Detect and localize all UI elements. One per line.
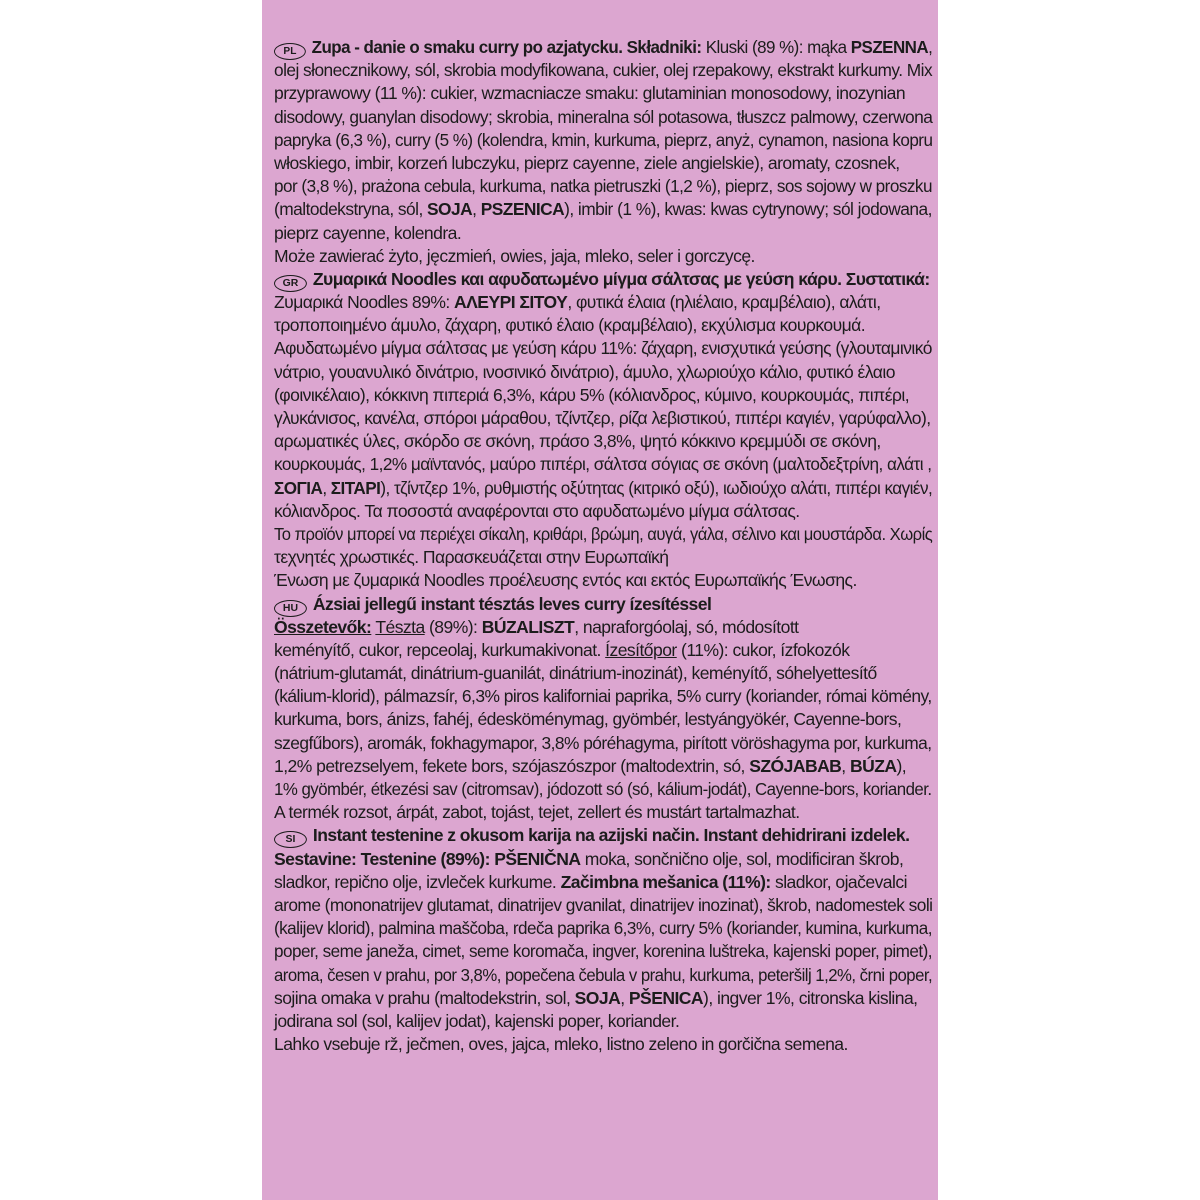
text-line xyxy=(274,384,932,407)
text-segment: Może zawierać żyto, jęczmień, owies, jaja, mleko, seler i gorczycę. xyxy=(274,245,755,266)
text-line xyxy=(274,337,932,360)
text-segment: , xyxy=(928,37,933,57)
text-segment: (φοινικέλαιο), κόκκινη πιπεριά 6,3%, κάρυ 5% (κόλιανδρος, κύμινο, κουρκουμάς, πιπέρι, xyxy=(274,384,910,405)
text-segment: ), ingver 1%, citronska kislina, xyxy=(703,987,918,1008)
text-segment: , xyxy=(472,199,481,220)
text-segment: por (3,8 %), prażona cebula, kurkuma, natka pietruszki (1,2 %), pieprz, sos sojowy w proszku xyxy=(274,176,932,197)
text-segment: , xyxy=(841,755,850,776)
text-segment: papryka (6,3 %), curry (5 %) (kolendra, kmin, kurkuma, pieprz, anyż, cynamon, nasiona kopru xyxy=(274,129,933,150)
text-line xyxy=(274,500,932,523)
text-line xyxy=(274,129,933,152)
text-segment: γλυκάνισος, κανέλα, σπόροι μάραθου, τζίντζερ, ρίζα λεβιστικού, πιπέρι καγιέν, γαρύφαλλο), xyxy=(274,408,931,428)
text-segment: przyprawowy (11 %): cukier, wzmacniacze smaku: glutaminian monosodowy, inozynian xyxy=(274,83,906,104)
text-segment: aroma, česen v prahu, por 3,8%, popečena čebula v prahu, kurkuma, peteršilj 1,2%, črni poper, xyxy=(274,964,933,985)
ingredients-label-panel xyxy=(262,0,938,1200)
text-segment: ), imbir (1 %), kwas: kwas cytrynowy; sól jodowana, xyxy=(564,199,932,220)
bold-text: SOJA xyxy=(574,987,621,1008)
text-line xyxy=(274,1010,932,1033)
text-segment: sladkor, repično olje, izvleček kurkume. xyxy=(274,871,561,892)
text-line xyxy=(274,685,932,708)
section-si xyxy=(274,824,934,1056)
section-pl xyxy=(274,36,934,268)
text-line xyxy=(274,477,933,500)
text-segment: (11%): cukor, ízfokozók xyxy=(676,639,850,660)
language-badge-si: SI xyxy=(274,831,307,848)
text-segment: (maltodekstryna, sól, xyxy=(274,199,428,220)
text-line xyxy=(274,407,932,430)
text-line xyxy=(274,106,933,129)
bold-text: Sestavine: Testenine (89%): PŠENIČNA xyxy=(274,848,581,869)
section-gr xyxy=(274,268,934,593)
text-segment: Tészta xyxy=(375,616,425,637)
bold-text: Ζυμαρικά Noodles και αφυδατωμένο μίγμα σάλτσας με γεύση κάρυ. Συστατικά: xyxy=(312,268,930,289)
bold-text: BÚZA xyxy=(849,755,897,776)
text-line xyxy=(274,314,932,337)
text-line xyxy=(274,778,932,801)
text-line xyxy=(274,917,932,940)
text-segment: disodowy, guanylan disodowy; skrobia, mineralna sól potasowa, tłuszcz palmowy, czerwona xyxy=(274,106,933,127)
text-segment: , napraforgóolaj, só, módosított xyxy=(574,616,799,637)
text-line xyxy=(274,361,932,384)
bold-text: SOJA xyxy=(427,199,473,220)
text-line xyxy=(274,639,932,662)
text-line xyxy=(274,894,933,917)
text-segment: keményítő, cukor, repceolaj, kurkumakivonat. xyxy=(274,639,606,660)
text-segment: , xyxy=(620,987,629,1008)
bold-text: ΣΟΓΙΑ xyxy=(274,477,323,498)
text-segment: κουρκουμάς, 1,2% μαϊντανός, μαύρο πιπέρι, σάλτσα σόγιας σε σκόνη (μαλτοδεξτρίνη, αλάτι , xyxy=(274,454,932,475)
bold-text: ΣΙΤΑΡΙ xyxy=(330,477,381,498)
text-line xyxy=(274,291,932,314)
text-line xyxy=(274,152,932,175)
text-segment: Ζυμαρικά Noodles 89%: xyxy=(274,292,455,313)
text-line xyxy=(274,198,932,221)
text-segment: kurkuma, bors, ánizs, fahéj, édesköménymag, gyömbér, lestyángyökér, Cayenne-bors, xyxy=(274,709,902,730)
text-segment: szegfűbors), aromák, fokhagymapor, 3,8% póréhagyma, pirított vöröshagyma por, kurkuma, xyxy=(274,732,932,753)
text-segment: νάτριο, γουανυλικό δινάτριο, ινοσινικό δινάτριο), άμυλο, χλωριούχο κάλιο, φυτικό έλαιο xyxy=(274,361,895,382)
text-segment: Το προϊόν μπορεί να περιέχει σίκαλη, κριθάρι, βρώμη, αυγά, γάλα, σέλινο και μουστάρδα. Χωρίς xyxy=(274,523,933,544)
text-segment: 1% gyömbér, étkezési sav (citromsav), jódozott só (só, kálium-jodát), Cayenne-bors, koriander. xyxy=(274,779,932,799)
bold-text: Začimbna mešanica (11%): xyxy=(560,871,771,892)
bold-text: Instant testenine z okusom karija na azijski način. Instant dehidrirani izdelek. xyxy=(312,825,910,846)
section-hu xyxy=(274,593,934,825)
text-line xyxy=(274,824,932,847)
text-segment: jodirana sol (sol, kalijev jodat), kajenski poper, koriander. xyxy=(274,1010,680,1031)
text-line xyxy=(274,59,933,82)
text-line xyxy=(274,964,933,987)
text-segment: A termék rozsot, árpát, zabot, tojást, tejet, zellert és mustárt tartalmazhat. xyxy=(274,802,800,823)
text-segment: αρωματικές ύλες, σκόρδο σε σκόνη, πράσο 3,8%, ψητό κόκκινο κρεμμύδι σε σκόνη, xyxy=(274,431,881,452)
text-line xyxy=(274,430,932,453)
text-segment: arome (mononatrijev glutamat, dinatrijev gvanilat, dinatrijev inozinat), škrob, nadomestek soli xyxy=(274,894,933,915)
language-badge-hu: HU xyxy=(274,600,307,617)
text-line xyxy=(274,453,932,476)
text-line xyxy=(274,616,932,639)
text-segment: τεχνητές χρωστικές. Παρασκευάζεται στην Ευρωπαϊκή xyxy=(274,547,669,568)
text-segment: sladkor, ojačevalci xyxy=(770,871,907,892)
ingredients-text-block xyxy=(274,36,934,1056)
text-line xyxy=(274,940,932,963)
bold-text: SZÓJABAB xyxy=(749,755,842,776)
text-segment: włoskiego, imbir, korzeń lubczyku, pieprz cayenne, ziele angielskie), aromaty, czosnek, xyxy=(274,152,900,173)
bold-text: BÚZALISZT xyxy=(481,616,575,637)
text-line xyxy=(274,1033,932,1056)
text-segment: Lahko vsebuje rž, ječmen, oves, jajca, mleko, listno zeleno in gorčična semena. xyxy=(274,1034,848,1055)
text-segment: (nátrium-glutamát, dinátrium-guanilát, dinátrium-inozinát), keményítő, sóhelyettesítő xyxy=(274,663,877,684)
text-segment: poper, seme janeža, cimet, seme koromača, ingver, korenina luštreka, kajenski poper, pimet), xyxy=(274,941,932,962)
text-segment: Ízesítőpor xyxy=(605,639,677,660)
text-segment: ), xyxy=(896,755,907,776)
language-badge-pl: PL xyxy=(274,43,306,60)
text-line xyxy=(274,593,932,616)
language-badge-gr: GR xyxy=(274,275,307,292)
bold-text: Ázsiai jellegű instant tésztás leves curry ízesítéssel xyxy=(312,593,712,614)
text-line xyxy=(274,871,932,894)
text-segment: 1,2% petrezselyem, fekete bors, szójaszószpor (maltodextrin, só, xyxy=(274,755,750,776)
text-line xyxy=(274,987,932,1010)
text-segment: sojina omaka v prahu (maltodekstrin, sol, xyxy=(274,987,575,1008)
text-segment: ), τζίντζερ 1%, ρυθμιστής οξύτητας (κιτρικό οξύ), ιωδιούχο αλάτι, πιπέρι καγιέν, xyxy=(380,477,933,498)
text-line xyxy=(274,245,932,268)
text-line xyxy=(274,732,932,755)
text-segment: , xyxy=(322,477,331,498)
text-segment: olej słonecznikowy, sól, skrobia modyfikowana, cukier, olej rzepakowy, ekstrakt kurkumy. Mix xyxy=(274,60,933,81)
text-segment: , φυτικά έλαια (ηλιέλαιο, κραμβέλαιο), αλάτι, xyxy=(567,292,881,313)
text-segment: Αφυδατωμένο μίγμα σάλτσας με γεύση κάρυ 11%: ζάχαρη, ενισχυτικά γεύσης (γλουταμινικό xyxy=(274,338,932,359)
bold-text: PSZENICA xyxy=(480,199,565,220)
text-segment: Ένωση με ζυμαρικά Noodles προέλευσης εντός και εκτός Ευρωπαϊκής Ένωσης. xyxy=(274,570,857,591)
text-segment: κόλιανδρος. Τα ποσοστά αναφέρονται στο αφυδατωμένο μίγμα σάλτσας. xyxy=(274,500,800,521)
text-line xyxy=(274,569,932,592)
text-segment: (kálium-klorid), pálmazsír, 6,3% piros kaliforniai paprika, 5% curry (koriander, római kömény, xyxy=(274,686,932,707)
text-segment: τροποποιημένο άμυλο, ζάχαρη, φυτικό έλαιο (κραμβέλαιο), εκχύλισμα κουρκουμά. xyxy=(274,315,866,336)
text-segment: Kluski (89 %): mąka xyxy=(701,37,851,57)
text-line xyxy=(274,222,932,245)
text-line xyxy=(274,36,933,59)
text-line xyxy=(274,801,932,824)
text-line xyxy=(274,848,932,871)
bold-text: Zupa - danie o smaku curry po azjatycku. Składniki: xyxy=(311,37,702,57)
text-line xyxy=(274,708,932,731)
bold-text: ΑΛΕΥΡΙ ΣΙΤΟΥ xyxy=(454,292,568,313)
text-segment: moka, sončnično olje, sol, modificiran škrob, xyxy=(580,848,904,869)
text-segment: (kalijev klorid), palmina maščoba, rdeča paprika 6,3%, curry 5% (koriander, kumina, kurkuma, xyxy=(274,918,932,939)
text-line xyxy=(274,268,932,291)
text-line xyxy=(274,755,932,778)
text-line xyxy=(274,175,932,198)
bold-text: PŠENICA xyxy=(628,987,704,1008)
text-line xyxy=(274,662,932,685)
text-segment: (89%): xyxy=(424,616,482,637)
text-segment: pieprz cayenne, kolendra. xyxy=(274,222,462,243)
text-line xyxy=(274,523,933,546)
text-line xyxy=(274,546,932,569)
bold-text: PSZENNA xyxy=(850,37,929,57)
bold-text: Összetevők: xyxy=(274,616,372,637)
text-line xyxy=(274,82,932,105)
